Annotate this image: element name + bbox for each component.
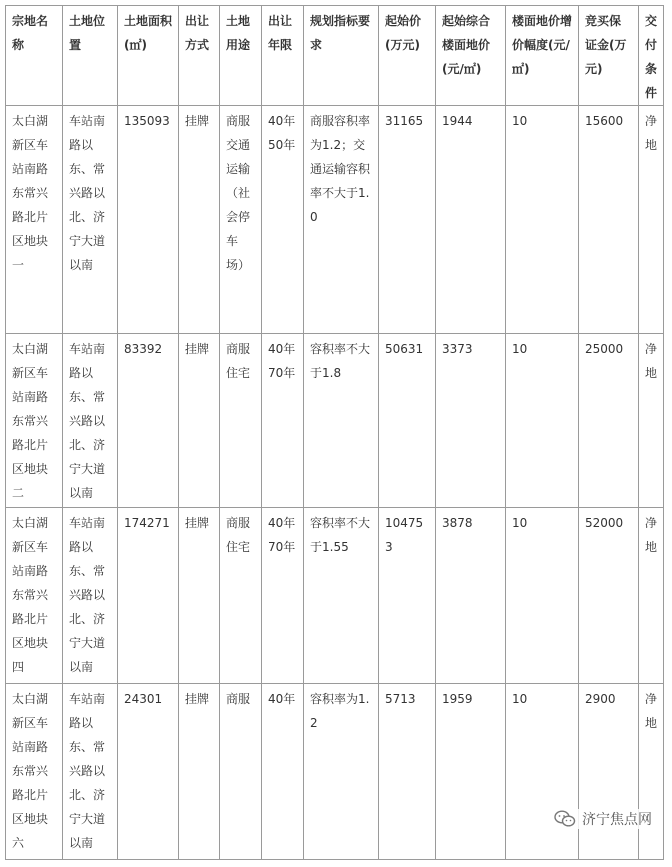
cell-increment: 10 <box>506 334 579 508</box>
header-location: 土地位置 <box>63 6 118 106</box>
cell-parcel-name: 太白湖新区车站南路东常兴路北片区地块一 <box>6 106 63 334</box>
header-floor-price: 起始综合楼面地价(元/㎡) <box>436 6 506 106</box>
cell-term: 40年70年 <box>262 334 304 508</box>
cell-start-price: 31165 <box>379 106 436 334</box>
cell-delivery: 净地 <box>639 334 664 508</box>
cell-floor-price: 1944 <box>436 106 506 334</box>
cell-plan: 容积率不大于1.55 <box>304 508 379 684</box>
cell-term: 40年 <box>262 684 304 860</box>
table-row <box>6 334 664 508</box>
cell-method: 挂牌 <box>179 684 220 860</box>
header-delivery: 交付条件 <box>639 6 664 106</box>
cell-delivery: 净地 <box>639 508 664 684</box>
header-use: 土地用途 <box>220 6 262 106</box>
cell-parcel-name: 太白湖新区车站南路东常兴路北片区地块二 <box>6 334 63 508</box>
cell-area: 83392 <box>118 334 179 508</box>
cell-location: 车站南路以东、常兴路以北、济宁大道以南 <box>63 334 118 508</box>
land-auction-table <box>5 5 664 860</box>
cell-plan: 容积率不大于1.8 <box>304 334 379 508</box>
header-plan: 规划指标要求 <box>304 6 379 106</box>
cell-floor-price: 1959 <box>436 684 506 860</box>
cell-start-price: 50631 <box>379 334 436 508</box>
cell-use: 商服住宅 <box>220 334 262 508</box>
cell-floor-price: 3878 <box>436 508 506 684</box>
table-row <box>6 684 664 860</box>
header-method: 出让方式 <box>179 6 220 106</box>
cell-increment: 10 <box>506 684 579 860</box>
cell-plan: 容积率为1.2 <box>304 684 379 860</box>
cell-location: 车站南路以东、常兴路以北、济宁大道以南 <box>63 684 118 860</box>
cell-deposit: 15600 <box>579 106 639 334</box>
cell-use: 商服交通运输（社会停车场） <box>220 106 262 334</box>
cell-increment: 10 <box>506 508 579 684</box>
cell-deposit: 52000 <box>579 508 639 684</box>
header-term: 出让年限 <box>262 6 304 106</box>
wechat-icon <box>554 810 576 828</box>
cell-term: 40年70年 <box>262 508 304 684</box>
table-row <box>6 106 664 334</box>
cell-location: 车站南路以东、常兴路以北、济宁大道以南 <box>63 508 118 684</box>
header-start-price: 起始价(万元) <box>379 6 436 106</box>
cell-floor-price: 3373 <box>436 334 506 508</box>
header-deposit: 竞买保证金(万元) <box>579 6 639 106</box>
table-header-row <box>6 6 664 106</box>
header-parcel-name: 宗地名称 <box>6 6 63 106</box>
cell-deposit: 2900 <box>579 684 639 860</box>
cell-location: 车站南路以东、常兴路以北、济宁大道以南 <box>63 106 118 334</box>
cell-use: 商服 <box>220 684 262 860</box>
cell-method: 挂牌 <box>179 508 220 684</box>
cell-method: 挂牌 <box>179 334 220 508</box>
header-increment: 楼面地价增价幅度(元/㎡) <box>506 6 579 106</box>
cell-parcel-name: 太白湖新区车站南路东常兴路北片区地块四 <box>6 508 63 684</box>
cell-deposit: 25000 <box>579 334 639 508</box>
cell-delivery: 净地 <box>639 106 664 334</box>
cell-start-price: 5713 <box>379 684 436 860</box>
cell-area: 174271 <box>118 508 179 684</box>
cell-method: 挂牌 <box>179 106 220 334</box>
table-row <box>6 508 664 684</box>
cell-increment: 10 <box>506 106 579 334</box>
cell-plan: 商服容积率为1.2；交通运输容积率不大于1.0 <box>304 106 379 334</box>
watermark <box>550 809 656 829</box>
cell-parcel-name: 太白湖新区车站南路东常兴路北片区地块六 <box>6 684 63 860</box>
cell-area: 135093 <box>118 106 179 334</box>
cell-start-price: 104753 <box>379 508 436 684</box>
cell-use: 商服住宅 <box>220 508 262 684</box>
cell-area: 24301 <box>118 684 179 860</box>
cell-term: 40年50年 <box>262 106 304 334</box>
cell-delivery: 净地 <box>639 684 664 860</box>
header-area: 土地面积(㎡) <box>118 6 179 106</box>
watermark-text: 济宁焦点网 <box>582 812 652 828</box>
